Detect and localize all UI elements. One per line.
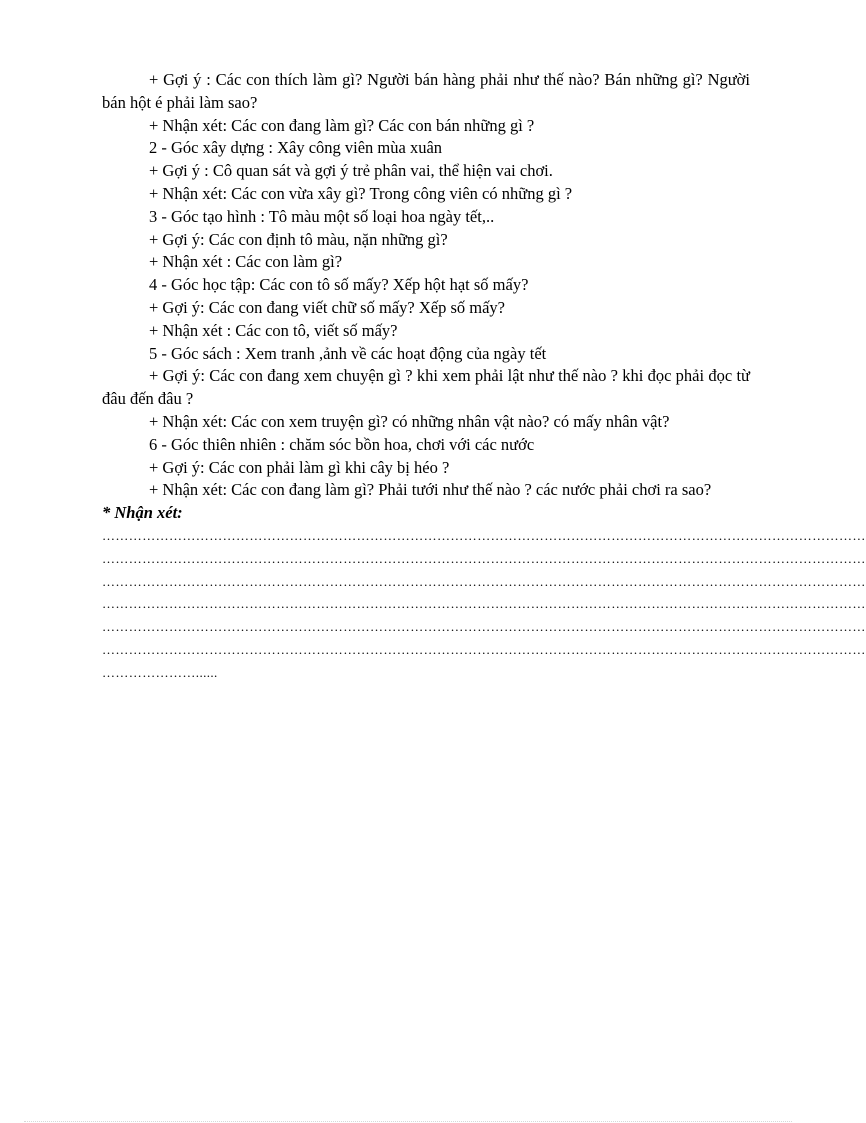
- dotted-line: …………………......: [102, 664, 218, 680]
- page-bottom-divider: [24, 1121, 792, 1122]
- paragraph: + Nhận xét: Các con đang làm gì? Các con bán những gì ?: [149, 115, 535, 135]
- paragraph: 5 - Góc sách : Xem tranh ,ảnh về các hoạt động của ngày tết: [149, 343, 547, 363]
- paragraph: 3 - Góc tạo hình : Tô màu một số loại hoa ngày tết,..: [149, 206, 495, 226]
- paragraph: + Gợi ý: Các con định tô màu, nặn những gì?: [149, 229, 448, 249]
- paragraph: + Nhận xét: Các con đang làm gì? Phải tưới như thế nào ? các nước phải chơi ra sao?: [149, 480, 712, 500]
- paragraph: + Gợi ý: Các con đang xem chuyện gì ? khi xem phải lật như thế nào ? khi đọc phải đọc từ đâu đến đâu ?: [102, 366, 750, 409]
- paragraph: + Gợi ý : Cô quan sát và gợi ý trẻ phân vai, thể hiện vai chơi.: [149, 161, 553, 181]
- dotted-line: ………………………………………………………………………………………………………………………………………………………: [102, 573, 866, 589]
- paragraph: 6 - Góc thiên nhiên : chăm sóc bồn hoa, chơi với các nước: [149, 434, 535, 454]
- paragraph: + Nhận xét: Các con vừa xây gì? Trong công viên có những gì ?: [149, 183, 573, 203]
- dotted-line: ………………………………………………………………………………………………………………………………………………………: [102, 619, 866, 635]
- paragraph: + Gợi ý : Các con thích làm gì? Người bán hàng phải như thế nào? Bán những gì? Người bán hột é phải làm sao?: [102, 70, 750, 112]
- paragraph: + Nhận xét : Các con làm gì?: [149, 252, 343, 272]
- section-heading: * Nhận xét:: [102, 503, 183, 523]
- dotted-line: ………………………………………………………………………………………………………………………………………………………: [102, 550, 866, 566]
- paragraph: + Nhận xét : Các con tô, viết số mấy?: [149, 320, 398, 340]
- dotted-line: ………………………………………………………………………………………………………………………………………………………: [102, 641, 866, 657]
- paragraph: + Nhận xét: Các con xem truyện gì? có những nhân vật nào? có mấy nhân vật?: [149, 411, 670, 431]
- dotted-line: ………………………………………………………………………………………………………………………………………………………: [102, 527, 866, 543]
- dotted-line: ………………………………………………………………………………………………………………………………………………………: [102, 596, 866, 612]
- paragraph: + Gợi ý: Các con phải làm gì khi cây bị héo ?: [149, 457, 450, 477]
- paragraph: 2 - Góc xây dựng : Xây công viên mùa xuân: [149, 138, 443, 158]
- document-page: [102, 69, 866, 685]
- paragraph: 4 - Góc học tập: Các con tô số mấy? Xếp hột hạt số mấy?: [149, 275, 529, 295]
- paragraph: + Gợi ý: Các con đang viết chữ số mấy? Xếp số mấy?: [149, 297, 505, 317]
